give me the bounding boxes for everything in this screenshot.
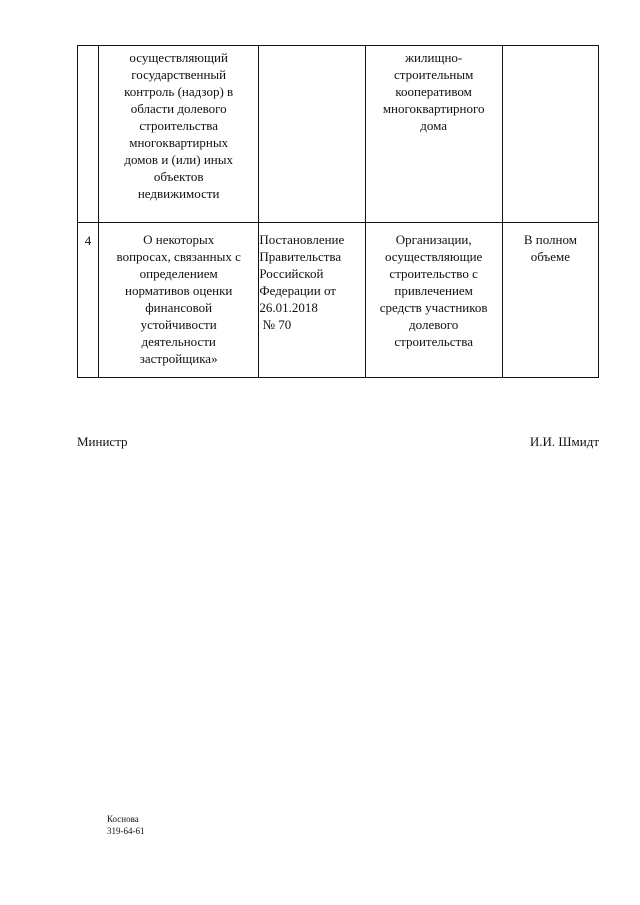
text-line: объектов xyxy=(153,169,204,184)
executor-info xyxy=(107,813,145,837)
text-line: О некоторых xyxy=(143,232,215,247)
signatory-name: И.И. Шмидт xyxy=(529,434,599,449)
row-number-cell: 4 xyxy=(78,223,99,378)
text-line: строительство с xyxy=(389,266,478,281)
requirements-table xyxy=(77,45,599,378)
text-line: кооперативом xyxy=(395,84,472,99)
table-row xyxy=(78,223,599,378)
text-line: строительным xyxy=(393,67,474,82)
text-line: Российской xyxy=(259,266,324,281)
act-details-cell xyxy=(259,46,365,223)
scope-cell xyxy=(502,223,598,378)
subjects-cell xyxy=(365,223,502,378)
executor-name: Коснова xyxy=(107,814,139,824)
act-details-cell xyxy=(259,223,365,378)
text-line: недвижимости xyxy=(137,186,220,201)
text-line: устойчивости xyxy=(140,317,217,332)
text-line: застройщика» xyxy=(139,351,218,366)
text-line: 26.01.2018 xyxy=(259,300,318,315)
signatory-position: Министр xyxy=(77,434,128,449)
text-line: № 70 xyxy=(259,317,292,332)
text-line: осуществляющие xyxy=(384,249,483,264)
text-line: финансовой xyxy=(145,300,213,315)
text-line: многоквартирных xyxy=(129,135,229,150)
text-line: средств участников xyxy=(379,300,488,315)
text-line: объеме xyxy=(530,249,571,264)
table-row xyxy=(78,46,599,223)
act-name-cell xyxy=(99,223,259,378)
subjects-cell xyxy=(365,46,502,223)
text-line: привлечением xyxy=(394,283,473,298)
row-number-cell xyxy=(78,46,99,223)
executor-phone: 319-64-61 xyxy=(107,826,145,836)
text-line: Организации, xyxy=(395,232,472,247)
text-line: Постановление xyxy=(259,232,345,247)
text-line: Федерации от xyxy=(259,283,336,298)
text-line: контроль (надзор) в xyxy=(124,84,234,99)
text-line: дома xyxy=(420,118,448,133)
text-line: государственный xyxy=(131,67,227,82)
text-line: жилищно- xyxy=(405,50,463,65)
text-line: строительства xyxy=(139,118,218,133)
text-line: В полном xyxy=(523,232,577,247)
act-name-cell xyxy=(99,46,259,223)
text-line: осуществляющий xyxy=(129,50,228,65)
text-line: определением xyxy=(139,266,218,281)
text-line: вопросах, связанных с xyxy=(116,249,241,264)
text-line: строительства xyxy=(394,334,473,349)
text-line: деятельности xyxy=(141,334,216,349)
scope-cell xyxy=(502,46,598,223)
text-line: области долевого xyxy=(130,101,227,116)
text-line: домов и (или) иных xyxy=(124,152,233,167)
text-line: многоквартирного xyxy=(382,101,485,116)
text-line: долевого xyxy=(409,317,459,332)
text-line: нормативов оценки xyxy=(124,283,233,298)
text-line: Правительства xyxy=(259,249,342,264)
